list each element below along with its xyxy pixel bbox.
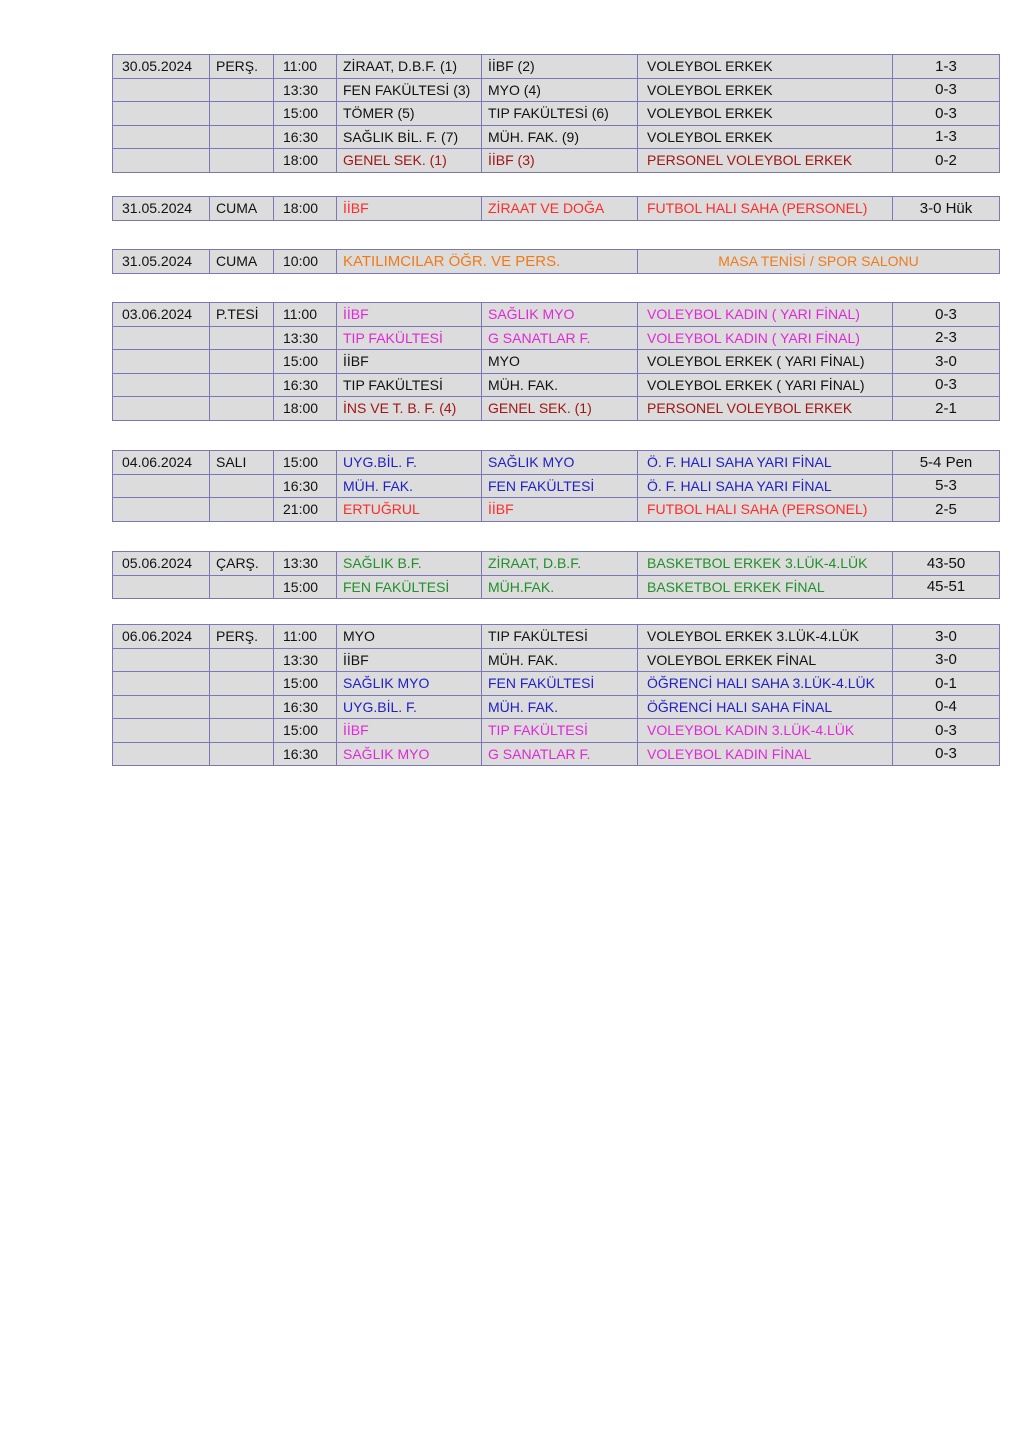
team2-cell: MYO (4) [482,78,638,102]
team2-cell: ZİRAAT VE DOĞA [482,197,638,221]
date-cell [113,326,210,350]
event-cell: BASKETBOL ERKEK 3.LÜK-4.LÜK [638,552,893,576]
schedule-row [113,552,1000,576]
date-cell [113,125,210,149]
day-cell [210,78,274,102]
date-cell [113,742,210,766]
team1-cell: SAĞLIK BİL. F. (7) [337,125,482,149]
team2-cell: TIP FAKÜLTESİ (6) [482,102,638,126]
time-cell: 18:00 [274,149,337,173]
team2-cell: GENEL SEK. (1) [482,397,638,421]
day-cell [210,672,274,696]
team2-cell: TIP FAKÜLTESİ [482,625,638,649]
date-cell: 30.05.2024 [113,55,210,79]
team2-cell: MÜH. FAK. [482,373,638,397]
event-cell: PERSONEL VOLEYBOL ERKEK [638,149,893,173]
day-cell [210,695,274,719]
date-cell: 31.05.2024 [113,197,210,221]
date-cell [113,78,210,102]
date-cell [113,648,210,672]
day-cell: PERŞ. [210,625,274,649]
team2-cell: SAĞLIK MYO [482,303,638,327]
schedule-row [113,625,1000,649]
time-cell: 16:30 [274,742,337,766]
day-cell [210,742,274,766]
schedule-row [113,197,1000,221]
event-cell: BASKETBOL ERKEK FİNAL [638,575,893,599]
team2-cell: MÜH.FAK. [482,575,638,599]
schedule-row [113,102,1000,126]
date-cell [113,102,210,126]
team2-cell: MÜH. FAK. (9) [482,125,638,149]
score-cell: 3-0 Hük [893,197,1000,221]
team1-cell: FEN FAKÜLTESİ [337,575,482,599]
schedule-row [113,149,1000,173]
day-cell: ÇARŞ. [210,552,274,576]
score-cell: 3-0 [893,648,1000,672]
day-cell: SALI [210,451,274,475]
team1-cell: UYG.BİL. F. [337,695,482,719]
event-cell: PERSONEL VOLEYBOL ERKEK [638,397,893,421]
schedule-row [113,55,1000,79]
date-cell: 04.06.2024 [113,451,210,475]
day-cell [210,373,274,397]
schedule-block [112,54,1000,173]
time-cell: 16:30 [274,125,337,149]
date-cell [113,474,210,498]
schedule-block [112,302,1000,421]
day-cell [210,474,274,498]
schedule-row [113,250,1000,274]
team1-cell: İİBF [337,197,482,221]
schedule-row [113,373,1000,397]
team1-cell: İİBF [337,350,482,374]
time-cell: 11:00 [274,303,337,327]
schedule-row [113,125,1000,149]
team2-cell: TIP FAKÜLTESİ [482,719,638,743]
schedule-row [113,474,1000,498]
date-cell [113,397,210,421]
day-cell [210,102,274,126]
team1-cell: İNS VE T. B. F. (4) [337,397,482,421]
schedule-row [113,672,1000,696]
team1-cell: SAĞLIK MYO [337,742,482,766]
time-cell: 18:00 [274,397,337,421]
score-cell: 1-3 [893,55,1000,79]
score-cell: 0-4 [893,695,1000,719]
schedule-block [112,450,1000,522]
team2-cell: İİBF (2) [482,55,638,79]
date-cell: 05.06.2024 [113,552,210,576]
score-cell: 5-4 Pen [893,451,1000,475]
day-cell [210,326,274,350]
participants-cell: KATILIMCILAR ÖĞR. VE PERS. [337,250,638,274]
event-cell: VOLEYBOL ERKEK [638,102,893,126]
time-cell: 13:30 [274,326,337,350]
team2-cell: G SANATLAR F. [482,742,638,766]
team1-cell: SAĞLIK MYO [337,672,482,696]
schedule-row [113,648,1000,672]
team2-cell: FEN FAKÜLTESİ [482,672,638,696]
time-cell: 15:00 [274,575,337,599]
team2-cell: MÜH. FAK. [482,648,638,672]
day-cell: CUMA [210,250,274,274]
score-cell: 2-3 [893,326,1000,350]
event-cell: ÖĞRENCİ HALI SAHA FİNAL [638,695,893,719]
team2-cell: MYO [482,350,638,374]
schedule-row [113,78,1000,102]
team2-cell: İİBF (3) [482,149,638,173]
team1-cell: MÜH. FAK. [337,474,482,498]
event-cell: VOLEYBOL KADIN FİNAL [638,742,893,766]
score-cell: 0-3 [893,719,1000,743]
score-cell: 5-3 [893,474,1000,498]
time-cell: 15:00 [274,102,337,126]
score-cell: 43-50 [893,552,1000,576]
team2-cell: G SANATLAR F. [482,326,638,350]
event-cell: VOLEYBOL KADIN 3.LÜK-4.LÜK [638,719,893,743]
time-cell: 10:00 [274,250,337,274]
time-cell: 16:30 [274,373,337,397]
team1-cell: TIP FAKÜLTESİ [337,373,482,397]
date-cell: 31.05.2024 [113,250,210,274]
day-cell [210,125,274,149]
schedule-block [112,551,1000,599]
score-cell: 3-0 [893,350,1000,374]
date-cell [113,695,210,719]
day-cell: CUMA [210,197,274,221]
team2-cell: MÜH. FAK. [482,695,638,719]
score-cell: 0-2 [893,149,1000,173]
schedule-row [113,695,1000,719]
team1-cell: SAĞLIK B.F. [337,552,482,576]
team1-cell: İİBF [337,719,482,743]
team2-cell: FEN FAKÜLTESİ [482,474,638,498]
schedule-row [113,326,1000,350]
team1-cell: GENEL SEK. (1) [337,149,482,173]
date-cell [113,672,210,696]
event-cell: VOLEYBOL ERKEK 3.LÜK-4.LÜK [638,625,893,649]
date-cell: 06.06.2024 [113,625,210,649]
time-cell: 15:00 [274,451,337,475]
team1-cell: FEN FAKÜLTESİ (3) [337,78,482,102]
day-cell [210,498,274,522]
date-cell [113,350,210,374]
schedule-row [113,742,1000,766]
day-cell [210,397,274,421]
date-cell [113,149,210,173]
time-cell: 15:00 [274,350,337,374]
time-cell: 13:30 [274,648,337,672]
event-cell: Ö. F. HALI SAHA YARI FİNAL [638,474,893,498]
event-cell: VOLEYBOL ERKEK FİNAL [638,648,893,672]
date-cell [113,498,210,522]
event-cell: VOLEYBOL ERKEK ( YARI FİNAL) [638,350,893,374]
team1-cell: TÖMER (5) [337,102,482,126]
event-cell: FUTBOL HALI SAHA (PERSONEL) [638,498,893,522]
score-cell: 0-3 [893,742,1000,766]
team1-cell: ERTUĞRUL [337,498,482,522]
score-cell: 2-1 [893,397,1000,421]
time-cell: 13:30 [274,78,337,102]
schedule-row [113,575,1000,599]
score-cell: 0-3 [893,303,1000,327]
schedule-row [113,303,1000,327]
team1-cell: İİBF [337,303,482,327]
schedule-block [112,249,1000,274]
score-cell: 2-5 [893,498,1000,522]
schedule-row [113,350,1000,374]
event-cell: FUTBOL HALI SAHA (PERSONEL) [638,197,893,221]
team1-cell: ZİRAAT, D.B.F. (1) [337,55,482,79]
time-cell: 16:30 [274,474,337,498]
team2-cell: SAĞLIK MYO [482,451,638,475]
time-cell: 11:00 [274,625,337,649]
team2-cell: İİBF [482,498,638,522]
date-cell [113,373,210,397]
score-cell: 0-3 [893,102,1000,126]
day-cell: PERŞ. [210,55,274,79]
event-cell: ÖĞRENCİ HALI SAHA 3.LÜK-4.LÜK [638,672,893,696]
score-cell: 0-3 [893,373,1000,397]
day-cell [210,719,274,743]
event-cell: Ö. F. HALI SAHA YARI FİNAL [638,451,893,475]
score-cell: 45-51 [893,575,1000,599]
event-cell: VOLEYBOL ERKEK [638,125,893,149]
schedule-block [112,196,1000,221]
event-cell: VOLEYBOL ERKEK ( YARI FİNAL) [638,373,893,397]
day-cell [210,575,274,599]
schedule-row [113,451,1000,475]
event-cell: VOLEYBOL ERKEK [638,78,893,102]
team1-cell: UYG.BİL. F. [337,451,482,475]
score-cell: 1-3 [893,125,1000,149]
score-cell: 0-1 [893,672,1000,696]
day-cell [210,149,274,173]
date-cell [113,575,210,599]
time-cell: 16:30 [274,695,337,719]
event-cell: VOLEYBOL ERKEK [638,55,893,79]
team1-cell: İİBF [337,648,482,672]
date-cell: 03.06.2024 [113,303,210,327]
event-cell: MASA TENİSİ / SPOR SALONU [638,250,1000,274]
score-cell: 3-0 [893,625,1000,649]
day-cell [210,350,274,374]
schedule-block [112,624,1000,766]
date-cell [113,719,210,743]
schedule-row [113,719,1000,743]
schedule-row [113,498,1000,522]
time-cell: 15:00 [274,719,337,743]
team1-cell: MYO [337,625,482,649]
team1-cell: TIP FAKÜLTESİ [337,326,482,350]
day-cell: P.TESİ [210,303,274,327]
day-cell [210,648,274,672]
team2-cell: ZİRAAT, D.B.F. [482,552,638,576]
time-cell: 15:00 [274,672,337,696]
time-cell: 21:00 [274,498,337,522]
score-cell: 0-3 [893,78,1000,102]
event-cell: VOLEYBOL KADIN ( YARI FİNAL) [638,326,893,350]
time-cell: 13:30 [274,552,337,576]
event-cell: VOLEYBOL KADIN ( YARI FİNAL) [638,303,893,327]
time-cell: 11:00 [274,55,337,79]
schedule-row [113,397,1000,421]
time-cell: 18:00 [274,197,337,221]
